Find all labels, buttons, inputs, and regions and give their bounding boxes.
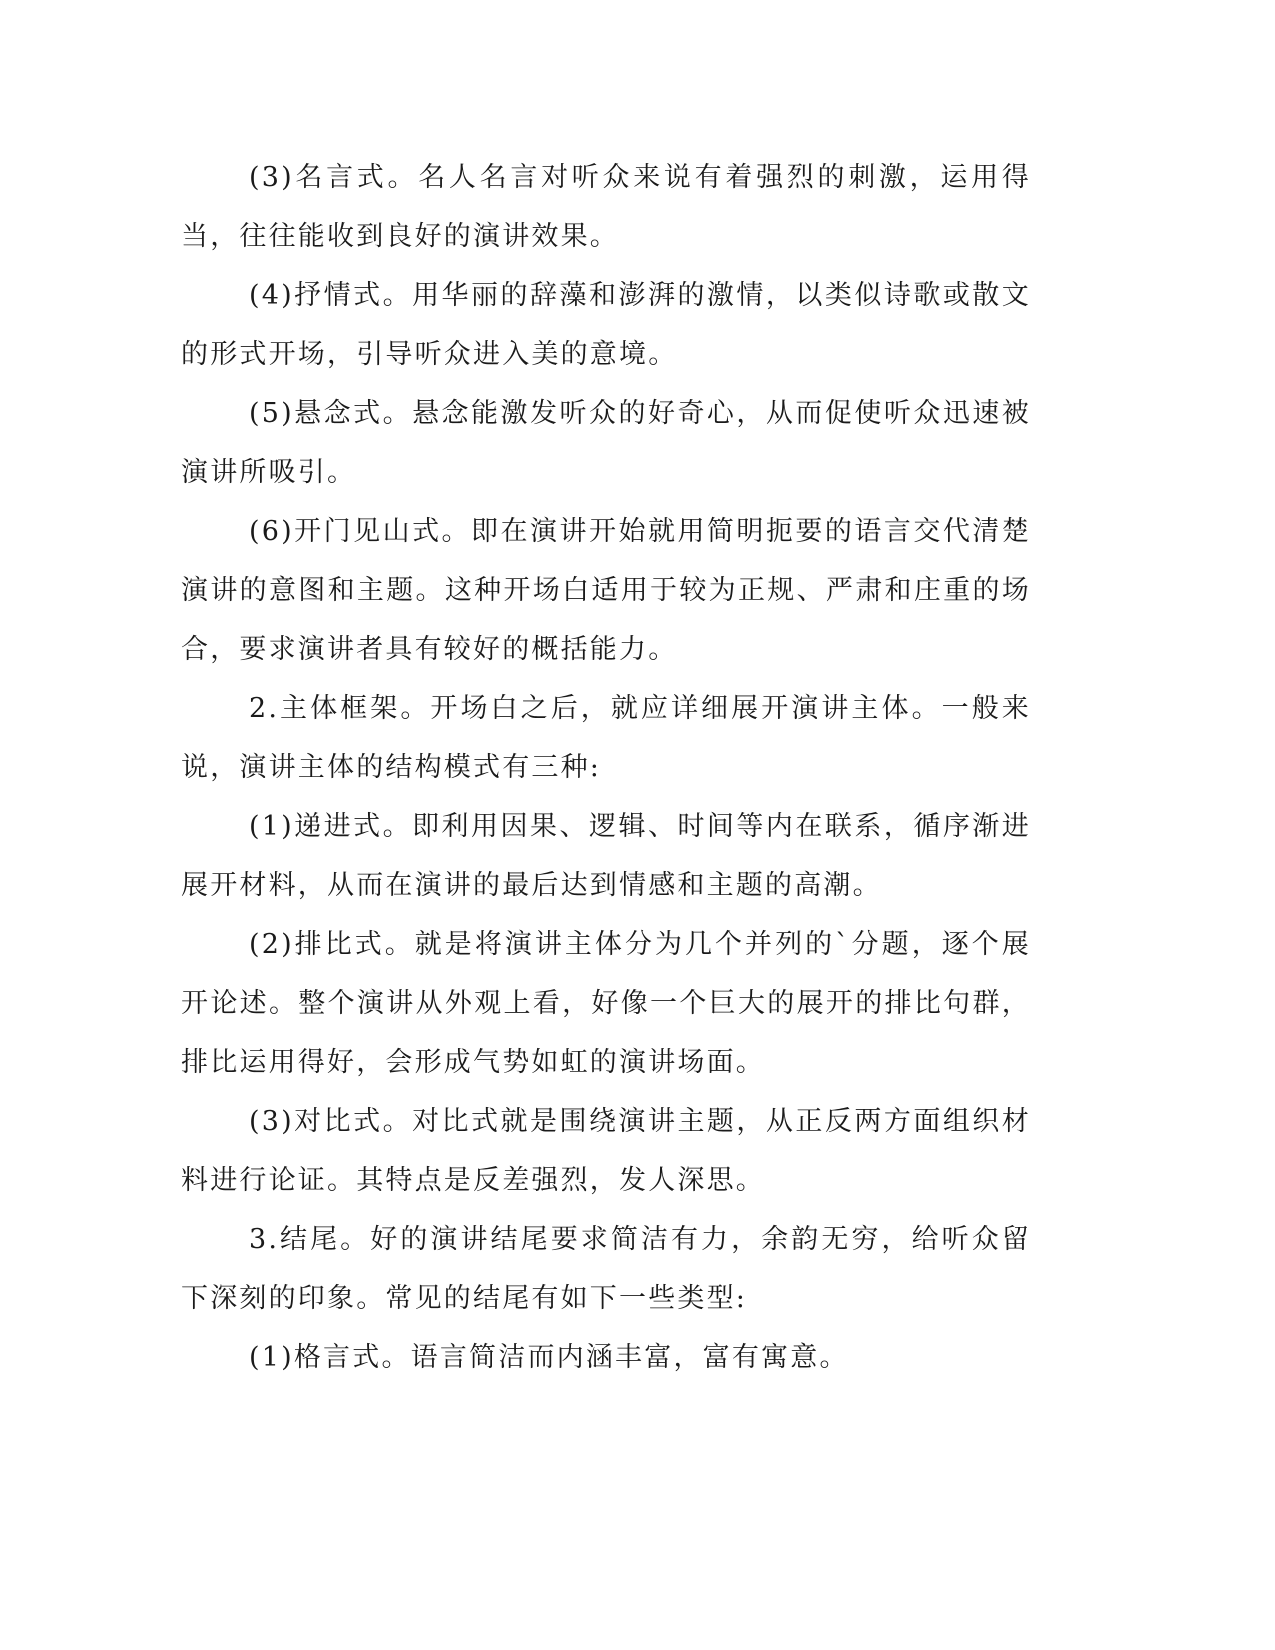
paragraph-body-contrast: (3)对比式。对比式就是围绕演讲主题，从正反两方面组织材料进行论证。其特点是反差强烈，发人深思。 (181, 1106, 1031, 1196)
paragraph-opening-suspense: (5)悬念式。悬念能激发听众的好奇心，从而促使听众迅速被演讲所吸引。 (181, 398, 1031, 488)
paragraph-body-progressive: (1)递进式。即利用因果、逻辑、时间等内在联系，循序渐进展开材料，从而在演讲的最后达到情感和主题的高潮。 (181, 811, 1031, 901)
paragraph-body-parallel: (2)排比式。就是将演讲主体分为几个并列的`分题，逐个展开论述。整个演讲从外观上看，好像一个巨大的展开的排比句群，排比运用得好，会形成气势如虹的演讲场面。 (181, 929, 1031, 1078)
paragraph-opening-lyrical: (4)抒情式。用华丽的辞藻和澎湃的激情，以类似诗歌或散文的形式开场，引导听众进入美的意境。 (181, 280, 1031, 370)
paragraph-main-body: 2.主体框架。开场白之后，就应详细展开演讲主体。一般来说，演讲主体的结构模式有三种: (181, 693, 1031, 783)
paragraph-opening-quotation: (3)名言式。名人名言对听众来说有着强烈的刺激，运用得当，往往能收到良好的演讲效果。 (181, 162, 1031, 252)
paragraph-ending-maxim: (1)格言式。语言简洁而内涵丰富，富有寓意。 (249, 1342, 849, 1373)
document-body (181, 148, 1031, 1387)
paragraph-opening-direct: (6)开门见山式。即在演讲开始就用简明扼要的语言交代清楚演讲的意图和主题。这种开场白适用于较为正规、严肃和庄重的场合，要求演讲者具有较好的概括能力。 (181, 516, 1031, 665)
paragraph-ending: 3.结尾。好的演讲结尾要求简洁有力，余韵无穷，给听众留下深刻的印象。常见的结尾有如下一些类型: (181, 1224, 1031, 1314)
